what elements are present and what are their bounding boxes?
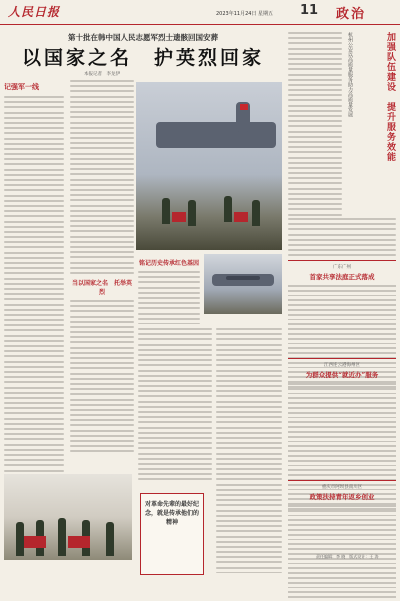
brief-kicker: 江西连云港海州区	[324, 363, 360, 368]
sidebar-headline: 加强队伍建设 提升服务效能	[385, 32, 395, 162]
story-byline: 本报记者 李龙伊	[84, 72, 120, 77]
sidebar-stories	[286, 28, 398, 563]
soldier-figure	[252, 200, 260, 226]
story-kicker: 第十批在韩中国人民志愿军烈士遗骸回国安葬	[68, 33, 218, 42]
column-text	[4, 96, 64, 475]
soldier-figure	[188, 200, 196, 226]
masthead	[0, 0, 400, 25]
sidebar-text	[288, 32, 342, 222]
story-column-3	[138, 254, 200, 324]
divider	[288, 260, 396, 261]
newspaper-logo: 人民日报	[8, 5, 61, 19]
brief-headline: 政策扶持青年返乡创业	[309, 493, 375, 501]
column-text	[138, 271, 200, 324]
divider	[288, 358, 396, 359]
coffin	[172, 212, 186, 222]
story-subhead-1: 当以国家之名 托举英烈	[71, 279, 132, 296]
editorial-label: 记强军一线	[4, 82, 39, 91]
sidebar-subline: 杭州公安以高质量服务助力高质量发展	[347, 32, 353, 117]
story-headline: 以国家之名 护英烈回家	[21, 47, 264, 69]
pull-quote: 对革命先辈的最好纪念，就是传承他们的精神	[145, 501, 200, 526]
main-story	[4, 28, 282, 563]
soldier-figure	[224, 196, 232, 222]
coffin	[24, 536, 46, 548]
sidebar-text	[288, 218, 396, 258]
photo-aircraft-ceremony	[136, 82, 282, 250]
aircraft-wing	[226, 276, 260, 280]
story-subhead-2: 铭记历史传承红色基因	[138, 260, 199, 267]
page-footer: 责任编辑：李 晓 版式设计：王 涛	[316, 554, 379, 559]
column-text	[216, 328, 282, 573]
brief-headline: 为群众提供“就近办”服务	[305, 371, 379, 379]
coffin	[68, 536, 90, 548]
column-text	[70, 80, 134, 274]
divider	[288, 480, 396, 481]
brief-headline: 首家共享法庭正式落成	[309, 273, 375, 281]
photo-honor-guard	[4, 474, 132, 560]
brief-kicker: 广东广州	[333, 265, 351, 270]
story-column-1	[4, 80, 64, 475]
soldier-figure	[58, 518, 66, 556]
issue-date: 2023年11月24日 星期五	[216, 11, 274, 17]
story-column-2	[70, 80, 134, 460]
coffin	[234, 212, 248, 222]
aircraft-fuselage	[156, 122, 276, 148]
flag-icon	[240, 104, 248, 110]
soldier-figure	[162, 198, 170, 224]
page-number: 11	[300, 3, 319, 18]
soldier-figure	[106, 522, 114, 556]
brief-kicker: 重庆市阿坝县南川区	[321, 485, 363, 490]
pull-quote-box	[140, 493, 204, 575]
column-text	[138, 328, 212, 480]
photo-aircraft-landing	[204, 254, 282, 314]
brief-story-3	[288, 484, 396, 601]
soldier-figure	[16, 522, 24, 556]
story-column-5	[216, 328, 282, 573]
section-title: 政治	[336, 7, 367, 22]
column-text	[70, 300, 134, 452]
